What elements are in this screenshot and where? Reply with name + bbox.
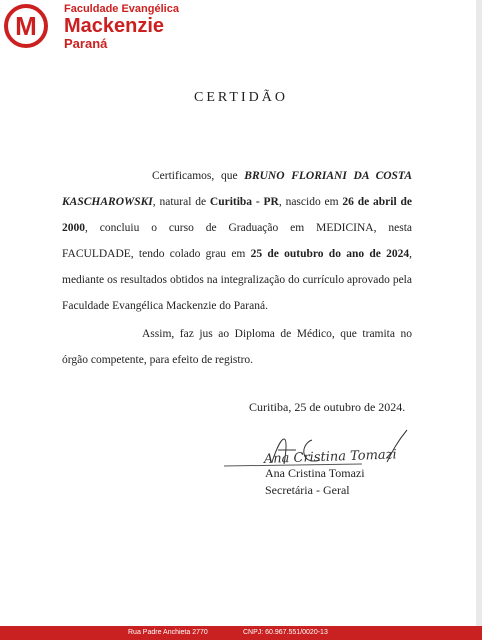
document-title: CERTIDÃO — [194, 90, 288, 105]
paragraph-2: Assim, faz jus ao Diploma de Médico, que tramita no órgão competente, para efeito de registro. — [62, 328, 412, 366]
p1-text-5: , mediante os resultados obtidos na integralização do currículo aprovado pela Faculdade Evangélica Mackenzie do Paraná. — [62, 248, 412, 312]
logo-letter: M — [15, 11, 37, 41]
footer-address: Rua Padre Anchieta 2770 — [128, 629, 208, 636]
graduation-date: 25 de outubro do ano de 2024 — [250, 248, 410, 260]
p1-text-2: , natural de — [152, 196, 210, 208]
institution-line2: Mackenzie — [64, 15, 165, 37]
paragraph-1 — [62, 163, 412, 319]
p1-text-1: Certificamos, que — [152, 170, 245, 182]
graduate-name: BRUNO FLORIANI DA COSTA KASCHAROWSKI — [62, 170, 412, 208]
footer-cnpj: CNPJ: 60.967.551/0020-13 — [243, 629, 328, 636]
institution-name — [64, 3, 179, 51]
institution-line1: Faculdade Evangélica — [64, 3, 179, 15]
place-date: Curitiba, 25 de outubro de 2024. — [249, 400, 406, 414]
p1-text-4: , concluiu o curso de Graduação em MEDICINA, nesta FACULDADE, tendo colado grau em — [62, 222, 412, 260]
signature-handwriting: Ana Cristina Tomazi — [263, 447, 397, 467]
p1-text-3: , nascido em — [278, 196, 343, 208]
signer-role: Secretária - Geral — [265, 483, 350, 497]
birth-date: 26 de abril de 2000 — [62, 196, 412, 234]
institution-line3: Paraná — [64, 36, 108, 51]
signer-name: Ana Cristina Tomazi — [265, 466, 365, 480]
footer-bar — [0, 626, 482, 640]
birth-city: Curitiba - PR — [209, 196, 279, 208]
document-body — [62, 163, 412, 373]
mackenzie-logo — [4, 4, 48, 48]
